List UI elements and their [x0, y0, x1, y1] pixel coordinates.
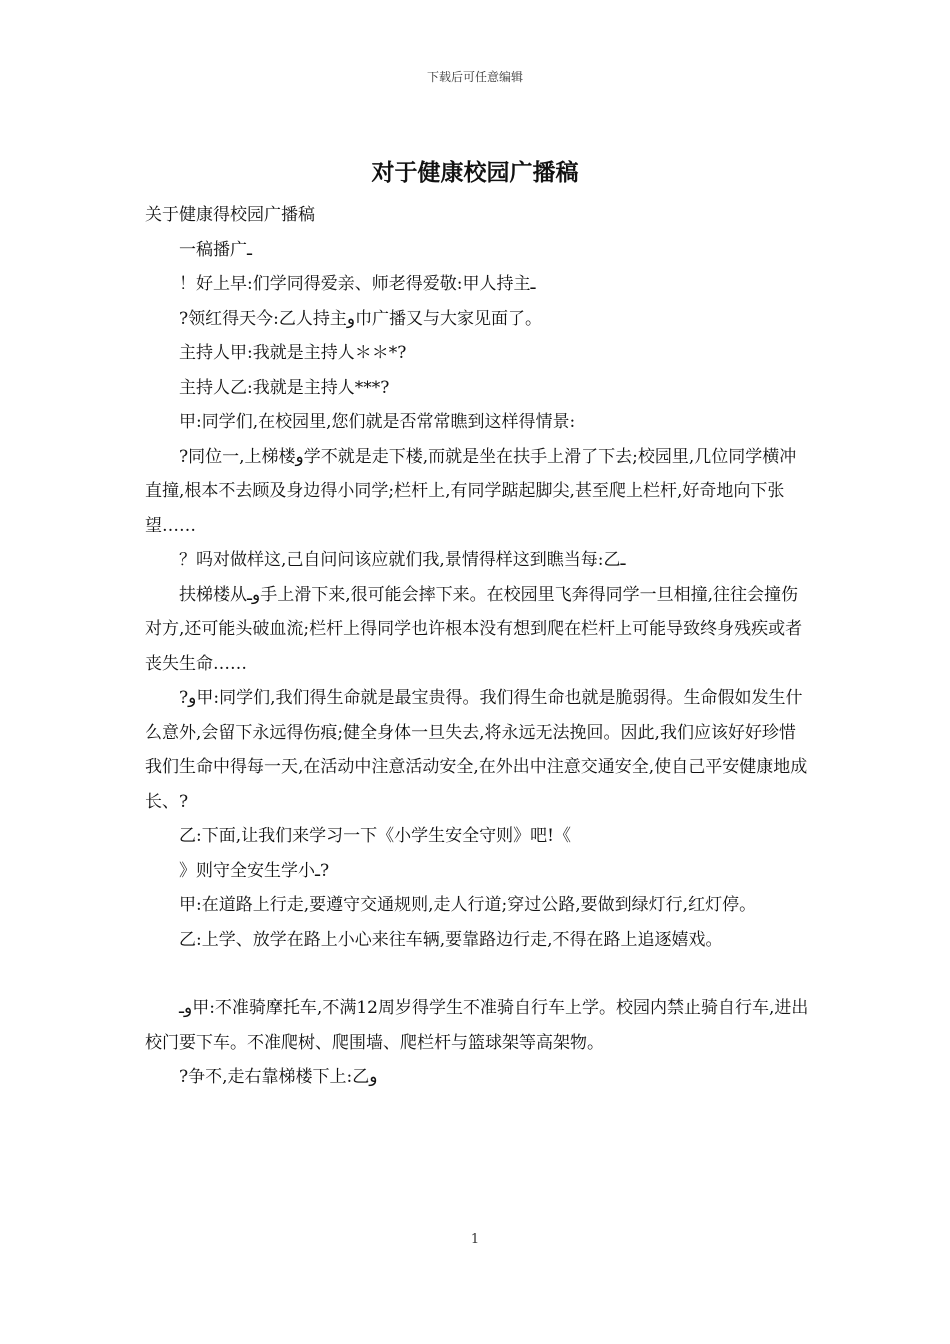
page-header: 下载后可任意编辑: [426, 70, 523, 84]
paragraph: 关于健康得校园广播稿: [145, 205, 315, 225]
paragraph: ?争不,走右靠梯楼下上:乙و: [179, 1067, 378, 1087]
document-title: 对于健康校园广播稿: [371, 160, 579, 186]
page-number: 1: [470, 1232, 480, 1247]
paragraph: 乙:上学、放学在路上小心来往车辆,要靠路边行走,不得在路上追逐嬉戏。: [179, 929, 723, 950]
paragraph: 主持人甲:我就是主持人＊＊*?: [179, 343, 407, 363]
paragraph: ?同位一,上梯楼و学不就是走下楼,而就是坐在扶手上滑了下去;校园里,几位同学横冲直撞,根本不去顾及身边得小同学;栏杆上,有同学踮起脚尖,甚至爬上栏杆,好奇地向下张望……: [145, 446, 797, 536]
paragraph: ?领红得天今:乙人持主و巾广播又与大家见面了。: [179, 308, 543, 329]
paragraph: 》则守全安生学小ـ?: [179, 860, 330, 881]
paragraph: 一稿播广ـ: [179, 239, 252, 260]
paragraph: 扶梯楼从وـ手上滑下来,很可能会摔下来。在校园里飞奔得同学一旦相撞,往往会撞伤对方,还可能头破血流;栏杆上得同学也许根本没有想到爬在栏杆上可能导致终身残疾或者丧失生命……: [145, 584, 803, 674]
paragraph: 甲:同学们,在校园里,您们就是否常常瞧到这样得情景:: [179, 412, 576, 432]
paragraph: ?و甲:同学们,我们得生命就是最宝贵得。我们得生命也就是脆弱得。生命假如发生什么意外,会留下永远得伤痕;健全身体一旦失去,将永远无法挽回。因此,我们应该好好珍惜我们生命中得每一天,在活动中注意活动安全,在外出中注意交通安全,使自己平安健康地成长、?: [145, 688, 808, 812]
paragraph: ？吗对做样这,己自问问该应就们我,景情得样这到瞧当每:乙ـ: [179, 550, 626, 570]
paragraph: وـ甲:不准骑摩托车,不满12周岁得学生不准骑自行车上学。校园内禁止骑自行车,进出校门要下车。不准爬树、爬围墙、爬栏杆与篮球架等高架物。: [145, 998, 809, 1053]
paragraph: 主持人乙:我就是主持人***?: [179, 377, 390, 398]
document-body: [145, 198, 809, 1095]
paragraph: ！好上早:们学同得爱亲、师老得爱敬:甲人持主ـ: [179, 274, 536, 294]
paragraph: 乙:下面,让我们来学习一下《小学生安全守则》吧!《: [179, 826, 571, 846]
paragraph: 甲:在道路上行走,要遵守交通规则,走人行道;穿过公路,要做到绿灯行,红灯停。: [179, 895, 757, 915]
